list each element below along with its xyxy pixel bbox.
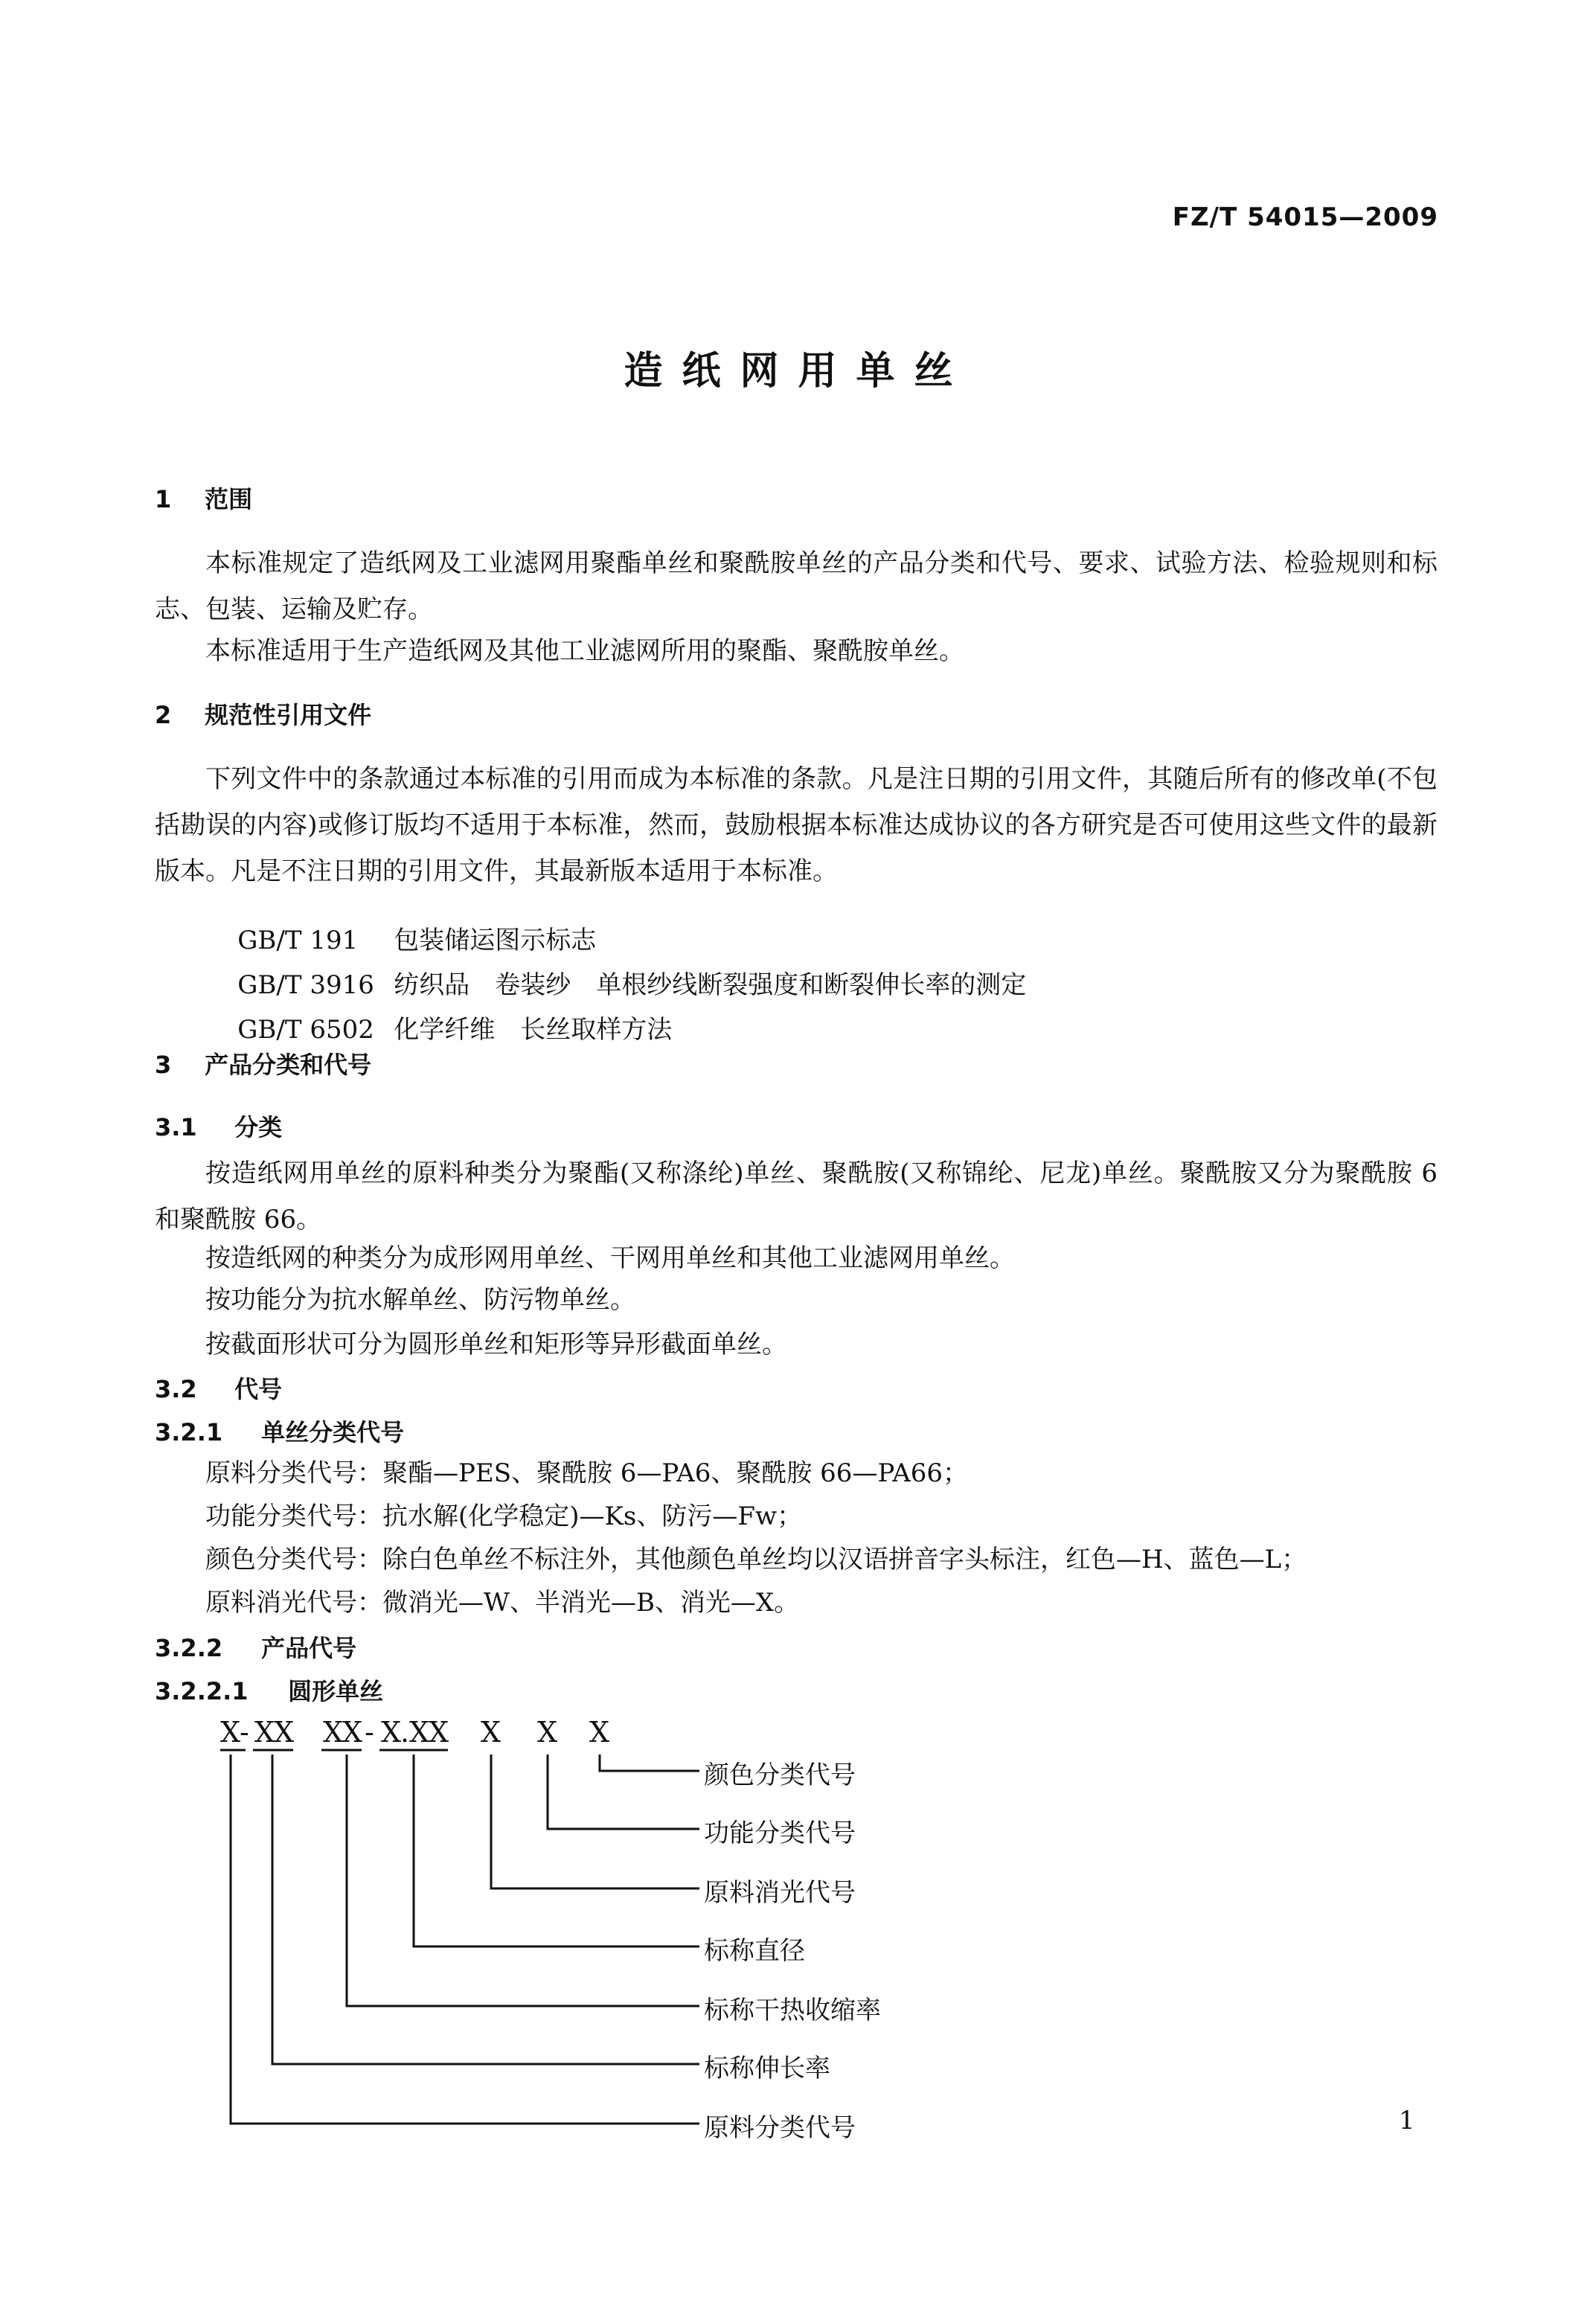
section-title: 代号 xyxy=(234,1375,283,1403)
code-char: X xyxy=(481,1716,501,1749)
paragraph: 下列文件中的条款通过本标准的引用而成为本标准的条款。凡是注日期的引用文件，其随后所有的修改单(不包括勘误的内容)或修订版均不适用于本标准，然而，鼓励根据本标准达成协议的各方研究是否可使用这些文件的最新版本。凡是不注日期的引用文件，其最新版本适用于本标准。 xyxy=(155,764,1438,886)
paragraph: 按造纸网的种类分为成形网用单丝、干网用单丝和其他工业滤网用单丝。 xyxy=(205,1243,1015,1273)
section-title: 单丝分类代号 xyxy=(261,1418,405,1446)
code-char: X xyxy=(381,1716,402,1749)
section-number: 3.2.2 xyxy=(155,1634,223,1662)
leader-line-function xyxy=(548,1755,699,1829)
code-char: - xyxy=(240,1716,249,1749)
code-char: X xyxy=(409,1716,430,1749)
leader-line-elongation xyxy=(272,1755,699,2064)
code-char: . xyxy=(400,1716,410,1749)
paragraph: 按造纸网用单丝的原料种类分为聚酯(又称涤纶)单丝、聚酰胺(又称锦纶、尼龙)单丝。聚酰胺又分为聚酰胺 6 和聚酰胺 66。 xyxy=(155,1159,1438,1234)
diagram-label: 标称伸长率 xyxy=(704,2054,830,2083)
diagram-label: 标称干热收缩率 xyxy=(704,1996,881,2025)
diagram-label: 原料消光代号 xyxy=(704,1878,856,1908)
reference-title: 包装储运图示标志 xyxy=(394,926,597,955)
leader-line-diameter xyxy=(414,1755,699,1946)
code-char: X xyxy=(342,1716,363,1749)
section-number: 3.2.1 xyxy=(155,1418,223,1446)
paragraph: 本标准规定了造纸网及工业滤网用聚酯单丝和聚酰胺单丝的产品分类和代号、要求、试验方法、检验规则和标志、包装、运输及贮存。 xyxy=(155,548,1438,624)
section-number: 3.1 xyxy=(155,1113,197,1141)
code-line: 颜色分类代号：除白色单丝不标注外，其他颜色单丝均以汉语拼音字头标注，红色—H、蓝色—L； xyxy=(205,1545,1307,1574)
diagram-label: 颜色分类代号 xyxy=(704,1760,856,1790)
code-line: 原料分类代号：聚酯—PES、聚酰胺 6—PA6、聚酰胺 66—PA66； xyxy=(205,1458,969,1488)
section-title: 规范性引用文件 xyxy=(205,701,372,729)
section-number: 3.2.2.1 xyxy=(155,1677,249,1705)
code-char: X xyxy=(537,1716,558,1749)
section-title: 范围 xyxy=(205,485,253,513)
paragraph: 按功能分为抗水解单丝、防污物单丝。 xyxy=(205,1285,635,1315)
paragraph: 本标准适用于生产造纸网及其他工业滤网所用的聚酯、聚酰胺单丝。 xyxy=(205,636,964,666)
code-char: X xyxy=(429,1716,449,1749)
diagram-label: 功能分类代号 xyxy=(704,1818,856,1848)
leader-line-material xyxy=(231,1755,699,2124)
reference-code: GB/T 3916 xyxy=(237,970,374,1000)
code-char: X xyxy=(323,1716,344,1749)
page-number: 1 xyxy=(1399,2106,1415,2135)
section-number: 3 xyxy=(155,1051,172,1079)
code-char: X xyxy=(254,1716,275,1749)
standard-code: FZ/T 54015—2009 xyxy=(1172,202,1438,232)
code-char: X xyxy=(220,1716,241,1749)
section-title: 产品分类和代号 xyxy=(205,1051,372,1079)
code-line: 功能分类代号：抗水解(化学稳定)—Ks、防污—Fw； xyxy=(205,1502,803,1531)
reference-code: GB/T 6502 xyxy=(237,1015,374,1045)
leader-line-shrinkage xyxy=(347,1755,699,2006)
leader-line-matting xyxy=(491,1755,699,1888)
paragraph: 按截面形状可分为圆形单丝和矩形等异形截面单丝。 xyxy=(205,1330,787,1359)
page-title: 造纸网用单丝 xyxy=(624,349,972,394)
diagram-label: 原料分类代号 xyxy=(704,2113,856,2143)
section-number: 2 xyxy=(155,701,172,729)
reference-title: 化学纤维 长丝取样方法 xyxy=(394,1015,673,1045)
section-number: 3.2 xyxy=(155,1375,197,1403)
code-char: - xyxy=(365,1716,374,1749)
reference-code: GB/T 191 xyxy=(237,926,359,955)
code-char: X xyxy=(589,1716,610,1749)
leader-line-color xyxy=(600,1755,699,1771)
section-number: 1 xyxy=(155,485,172,513)
reference-title: 纺织品 卷装纱 单根纱线断裂强度和断裂伸长率的测定 xyxy=(394,970,1027,1000)
code-char: X xyxy=(274,1716,295,1749)
section-title: 圆形单丝 xyxy=(288,1677,384,1705)
section-title: 产品代号 xyxy=(261,1634,357,1662)
section-title: 分类 xyxy=(234,1113,283,1141)
diagram-label: 标称直径 xyxy=(704,1936,805,1966)
code-line: 原料消光代号：微消光—W、半消光—B、消光—X。 xyxy=(205,1588,800,1618)
